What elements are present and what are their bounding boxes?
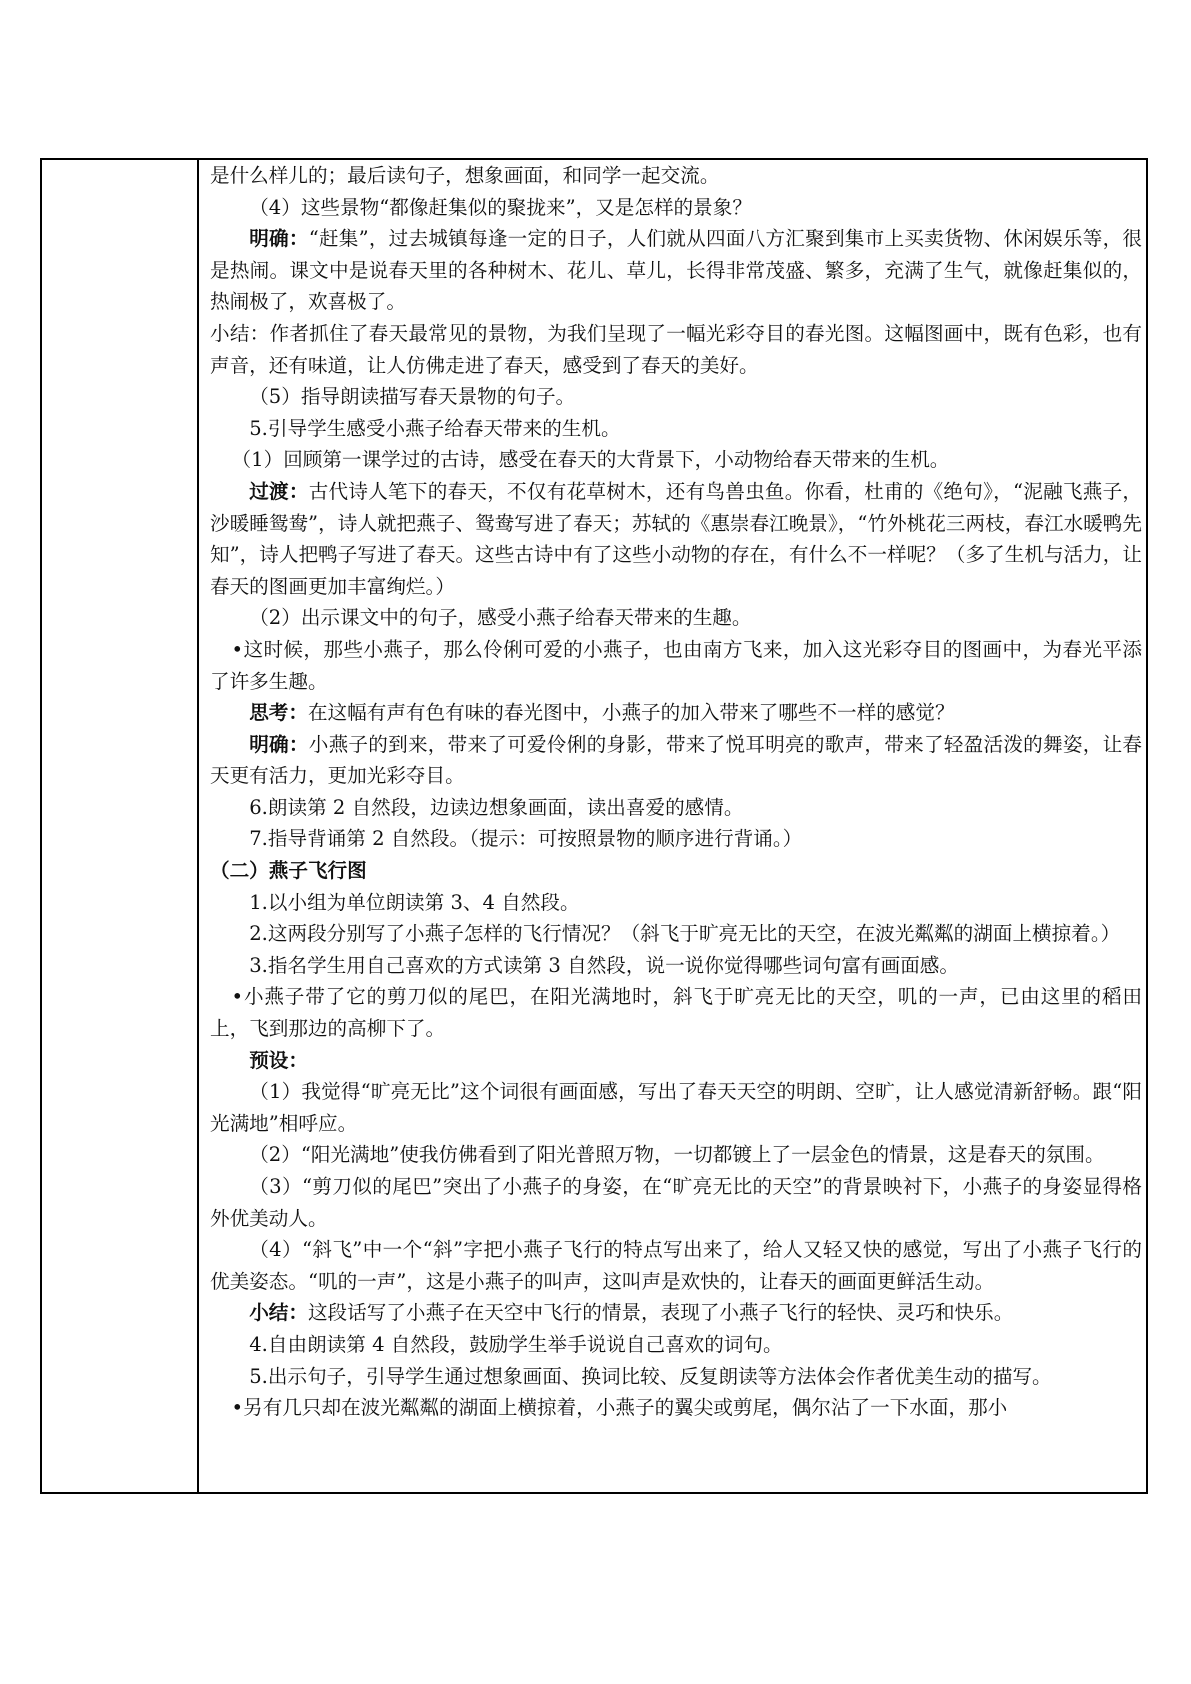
think-paragraph xyxy=(210,697,1142,729)
paragraph-text: “赶集”，过去城镇每逢一定的日子，人们就从四面八方汇聚到集市上买卖货物、休闲娱乐等，很是热闹。课文中是说春天里的各种树木、花儿、草儿，长得非常茂盛、繁多，充满了生气，就像赶集似的，热闹极了，欢喜极了。 xyxy=(210,227,1142,314)
quote-paragraph: •小燕子带了它的剪刀似的尾巴，在阳光满地时，斜飞于旷亮无比的天空，叽的一声，已由这里的稻田上，飞到那边的高柳下了。 xyxy=(210,985,1142,1041)
summary-paragraph: 小结：作者抓住了春天最常见的景物，为我们呈现了一幅光彩夺目的春光图。这幅图画中，既有色彩，也有声音，还有味道，让人仿佛走进了春天，感受到了春天的美好。 xyxy=(210,321,1142,377)
text-line: 是什么样儿的；最后读句子，想象画面，和同学一起交流。 xyxy=(210,164,720,187)
paragraph-text: 小燕子的到来，带来了可爱伶俐的身影，带来了悦耳明亮的歌声，带来了轻盈活泼的舞姿，让春天更有活力，更加光彩夺目。 xyxy=(210,732,1143,788)
preset-heading xyxy=(210,1045,1142,1077)
text-line: （2）“阳光满地”使我仿佛看到了阳光普照万物，一切都镀上了一层金色的情景，这是春天的氛围。 xyxy=(249,1143,1105,1167)
lesson-plan-table xyxy=(40,158,1148,1494)
clarify-paragraph xyxy=(210,223,1142,318)
label-clarify: 明确： xyxy=(249,227,309,251)
text-line: 4.自由朗读第 4 自然段，鼓励学生举手说说自己喜欢的词句。 xyxy=(249,1332,783,1356)
paragraph-text: 在这幅有声有色有味的春光图中，小燕子的加入带来了哪些不一样的感觉？ xyxy=(307,701,955,725)
label-clarify: 明确： xyxy=(249,732,309,756)
label-think: 思考： xyxy=(249,701,308,725)
text-line: （3）“剪刀似的尾巴”突出了小燕子的身姿，在“旷亮无比的天空”的背景映衬下，小燕子的身姿显得格外优美动人。 xyxy=(210,1175,1142,1230)
quote-paragraph: •另有几只却在波光粼粼的湖面上横掠着，小燕子的翼尖或剪尾，偶尔沾了一下水面，那小 xyxy=(231,1396,1008,1420)
text-line: 5.出示句子，引导学生通过想象画面、换词比较、反复朗读等方法体会作者优美生动的描写。 xyxy=(249,1364,1052,1388)
section-heading: （二）燕子飞行图 xyxy=(210,859,367,883)
text-line: （1）我觉得“旷亮无比”这个词很有画面感，写出了春天天空的明朗、空旷，让人感觉清新舒畅。跟“阳光满地”相呼应。 xyxy=(210,1080,1142,1135)
text-line: （5）指导朗读描写春天景物的句子。 xyxy=(249,385,576,409)
text-line: 6.朗读第 2 自然段，边读边想象画面，读出喜爱的感情。 xyxy=(249,795,744,819)
text-line: 3.指名学生用自己喜欢的方式读第 3 自然段，说一说你觉得哪些词句富有画面感。 xyxy=(249,953,959,977)
text-line: 1.以小组为单位朗读第 3、4 自然段。 xyxy=(249,890,580,914)
quote-paragraph: •这时候，那些小燕子，那么伶俐可爱的小燕子，也由南方飞来，加入这光彩夺目的图画中，为春光平添了许多生趣。 xyxy=(210,637,1142,693)
text-line: （4）这些景物“都像赶集似的聚拢来”，又是怎样的景象？ xyxy=(249,195,752,219)
clarify-paragraph xyxy=(210,729,1142,792)
label-preset: 预设： xyxy=(249,1048,308,1072)
summary-paragraph xyxy=(210,1297,1142,1329)
column-divider xyxy=(197,160,199,1492)
text-line: （1）回顾第一课学过的古诗，感受在春天的大背景下，小动物给春天带来的生机。 xyxy=(231,448,950,472)
label-summary: 小结： xyxy=(249,1301,308,1325)
lesson-content xyxy=(210,160,1142,1424)
text-line: 5.引导学生感受小燕子给春天带来的生机。 xyxy=(249,416,621,440)
label-transition: 过渡： xyxy=(249,479,309,503)
transition-paragraph xyxy=(210,476,1142,602)
text-line: （4）“斜飞”中一个“斜”字把小燕子飞行的特点写出来了，给人又轻又快的感觉，写出了小燕子飞行的优美姿态。“叽的一声”，这是小燕子的叫声，这叫声是欢快的，让春天的画面更鲜活生动。 xyxy=(210,1238,1142,1293)
text-line: 7.指导背诵第 2 自然段。（提示：可按照景物的顺序进行背诵。） xyxy=(249,827,803,851)
text-line: （2）出示课文中的句子，感受小燕子给春天带来的生趣。 xyxy=(249,606,752,630)
paragraph-text: 这段话写了小燕子在天空中飞行的情景，表现了小燕子飞行的轻快、灵巧和快乐。 xyxy=(307,1301,1014,1325)
text-line: 2.这两段分别写了小燕子怎样的飞行情况？（斜飞于旷亮无比的天空，在波光粼粼的湖面上横掠着。） xyxy=(249,922,1121,946)
paragraph-text: 古代诗人笔下的春天，不仅有花草树木，还有鸟兽虫鱼。你看，杜甫的《绝句》，“泥融飞燕子，沙暖睡鸳鸯”，诗人就把燕子、鸳鸯写进了春天；苏轼的《惠崇春江晚景》，“竹外桃花三两枝，春江水暖鸭先知”，诗人把鸭子写进了春天。这些古诗中有了这些小动物的存在，有什么不一样呢？（多了生机与活力，让春天的图画更加丰富绚烂。） xyxy=(210,479,1143,598)
